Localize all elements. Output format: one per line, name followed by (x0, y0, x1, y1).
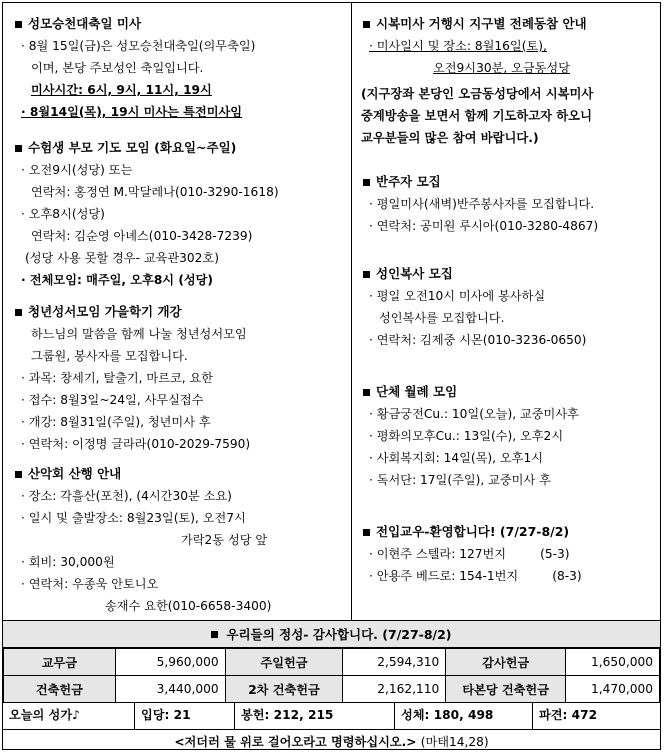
thanks-title: 우리들의 정성- 감사합니다. (7/27-8/2) (226, 627, 452, 642)
text-line: · 회비: 30,000원 (21, 555, 115, 569)
verse-text: <저더러 물 위로 걸어오라고 명령하십시오.> (174, 735, 417, 749)
note-line: (지구장좌 본당인 오금동성당에서 시복미사 (361, 87, 594, 101)
square-bullet-icon (211, 631, 218, 638)
square-bullet-icon (363, 21, 370, 28)
section-monthly-meetings (361, 381, 657, 491)
text-line: · 평일 오전10시 미사에 봉사하실 (369, 289, 546, 303)
note-line: 중계방송을 보면서 함께 기도하고자 하오니 (361, 109, 592, 123)
section-title (361, 263, 657, 285)
text-line: · 일시 및 출발장소: 8월23일(토), 오전7시 (21, 511, 246, 525)
offering-value: 1,470,000 (566, 676, 660, 703)
text-line: 하느님의 말씀을 함께 나눌 청년성서모임 (31, 327, 247, 341)
contact-line: 연락처: 홍정연 M.막달레나(010-3290-1618) (31, 185, 279, 199)
hymn-communion: 성체: 180, 498 (395, 703, 533, 729)
section-title (361, 13, 657, 35)
section-title (13, 137, 347, 159)
section-assumption-mass (13, 13, 347, 123)
text-line: · 미사일시 및 장소: 8월16일(토), (369, 39, 547, 53)
hiking-title: 산악회 산행 안내 (28, 466, 122, 481)
section-title (13, 463, 347, 485)
text-line: (성당 사용 못할 경우- 교육관302호) (25, 251, 219, 265)
parishioner-row (361, 565, 657, 587)
offering-value: 5,960,000 (115, 649, 225, 676)
section-exam-parents-prayer (13, 137, 347, 291)
offering-label: 교무금 (4, 649, 116, 676)
section-hiking-club (13, 463, 347, 617)
hymn-dismissal: 파견: 472 (539, 708, 598, 722)
organist-title: 반주자 모집 (376, 174, 441, 189)
offering-label: 타본당 건축헌금 (446, 676, 566, 703)
meeting-item: · 평화의모후Cu.: 13일(수), 오후2시 (369, 429, 564, 443)
section-title (13, 301, 347, 323)
text-line: · 장소: 각흘산(포천), (4시간30분 소요) (21, 489, 232, 503)
section-altar-server-recruit (361, 263, 657, 351)
text-line: · 오후8시(성당) (21, 207, 105, 221)
section-beatification-mass (361, 13, 657, 149)
note-line: 교우분들의 많은 참여 바랍니다.) (361, 131, 539, 145)
offering-label: 건축헌금 (4, 676, 116, 703)
hymn-offertory: 봉헌: 212, 215 (235, 703, 395, 729)
section-youth-bible-study (13, 301, 347, 455)
contact-line: · 연락처: 이정명 글라라(010-2029-7590) (21, 437, 251, 451)
text-line: 가락2동 성당 앞 (181, 533, 268, 547)
mass-times: 미사시간: 6시, 9시, 11시, 19시 (31, 83, 212, 97)
contact-line: 연락처: 김순영 아녜스(010-3428-7239) (31, 229, 253, 243)
contact-line: · 연락처: 공미원 루시아(010-3280-4867) (369, 219, 599, 233)
text-line: · 평일미사(새벽)반주봉사자를 모집합니다. (369, 197, 595, 211)
altar-server-title: 성인복사 모집 (376, 266, 453, 281)
text-line: 그룹원, 봉사자를 모집합니다. (31, 349, 188, 363)
bible-study-title: 청년성서모임 가을학기 개강 (28, 304, 182, 319)
welcome-title: 전입교우-환영합니다! (7/27-8/2) (376, 524, 570, 539)
square-bullet-icon (15, 471, 22, 478)
text-line: · 과목: 창세기, 탈출기, 마르코, 요한 (21, 371, 214, 385)
thanks-header (3, 620, 660, 648)
contact-line: · 연락처: 김제중 시몬(010-3236-0650) (369, 333, 587, 347)
text-line: · 8월 15일(금)은 성모승천대축일(의무축일) (21, 39, 256, 53)
offering-value: 2,162,110 (343, 676, 446, 703)
meetings-title: 단체 월례 모임 (376, 384, 458, 399)
text-line: · 접수: 8월3일~24일, 사무실접수 (21, 393, 204, 407)
hymn-row (3, 703, 660, 730)
square-bullet-icon (363, 389, 370, 396)
left-column (3, 3, 352, 620)
offering-label: 감사헌금 (446, 649, 566, 676)
offering-label: 2차 건축헌금 (225, 676, 343, 703)
table-row (4, 676, 660, 703)
offering-label: 주일헌금 (225, 649, 343, 676)
scripture-verse (3, 730, 660, 756)
text-line: · 오전9시(성당) 또는 (21, 163, 133, 177)
parishioner-name: · 이현주 스텔라: 127번지 (369, 547, 507, 561)
verse-reference: (마태14,28) (420, 735, 489, 749)
section-title (361, 171, 657, 193)
square-bullet-icon (15, 145, 22, 152)
beatification-title: 시복미사 거행시 지구별 전례동참 안내 (376, 16, 587, 31)
parishioner-district: (5-3) (540, 547, 570, 561)
text-line: · 전체모임: 매주일, 오후8시 (성당) (21, 273, 214, 287)
offerings-area (3, 620, 660, 756)
offering-value: 1,650,000 (566, 649, 660, 676)
exam-prayer-title: 수험생 부모 기도 모임 (화요일~주일) (28, 140, 237, 155)
hymn-label: 오늘의 성가♪ (3, 703, 135, 729)
parishioner-name: · 안용주 베드로: 154-1번지 (369, 569, 519, 583)
vigil-mass-note: · 8월14일(목), 19시 미사는 특전미사임 (21, 105, 243, 119)
text-line: 성인복사를 모집합니다. (379, 311, 505, 325)
section-title (361, 381, 657, 403)
assumption-title: 성모승천대축일 미사 (28, 16, 142, 31)
square-bullet-icon (363, 271, 370, 278)
parishioner-district: (8-3) (552, 569, 582, 583)
offering-value: 3,440,000 (115, 676, 225, 703)
text-line: 이며, 본당 주보성인 축일입니다. (31, 61, 204, 75)
meeting-item: · 황금궁전Cu.: 10일(오늘), 교중미사후 (369, 407, 579, 421)
bulletin-page (2, 2, 661, 750)
contact-line: · 연락처: 우종욱 안토니오 (21, 577, 159, 591)
table-row (4, 649, 660, 676)
parishioner-row (361, 543, 657, 565)
offering-value: 2,594,310 (343, 649, 446, 676)
section-title (361, 521, 657, 543)
square-bullet-icon (15, 21, 22, 28)
offerings-table (3, 648, 660, 703)
square-bullet-icon (363, 529, 370, 536)
section-new-parishioners (361, 521, 657, 587)
square-bullet-icon (363, 179, 370, 186)
contact-line: 송재수 요한(010-6658-3400) (105, 599, 272, 613)
text-line: · 개강: 8월31일(주일), 청년미사 후 (21, 415, 211, 429)
meeting-item: · 독서단: 17일(주일), 교중미사 후 (369, 473, 551, 487)
right-column (351, 3, 661, 620)
section-title (13, 13, 347, 35)
section-organist-recruit (361, 171, 657, 237)
hymn-entrance: 입당: 21 (135, 703, 235, 729)
text-line: 오전9시30분, 오금동성당 (433, 61, 570, 75)
square-bullet-icon (15, 309, 22, 316)
meeting-item: · 사회복지회: 14일(목), 오후1시 (369, 451, 543, 465)
